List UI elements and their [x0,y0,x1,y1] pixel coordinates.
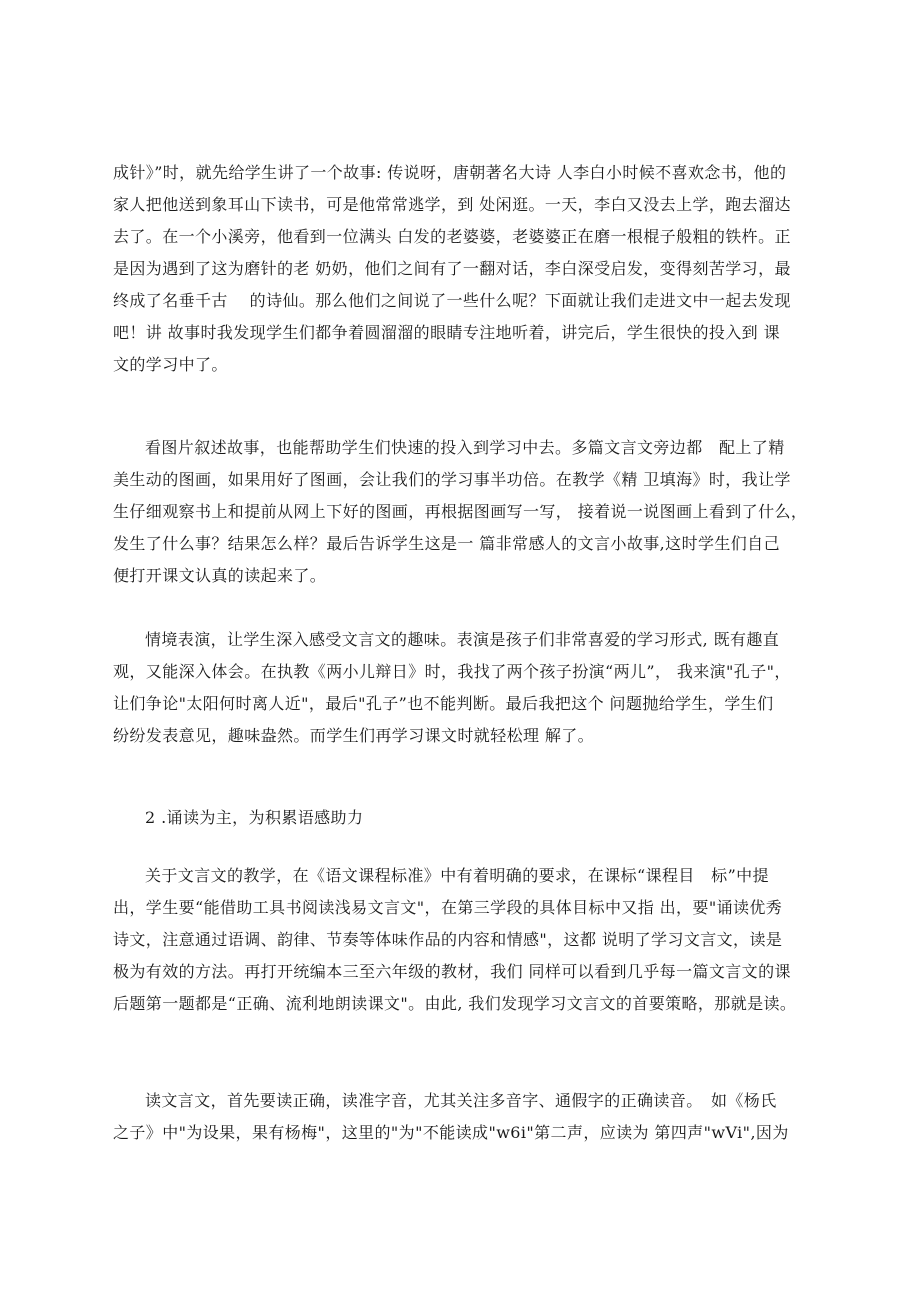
text-line: 之子》中"为设果，果有杨梅"，这里的"为"不能读成"w6i"第二声，应读为 第四声"wVi",因为 [113,1123,789,1142]
paragraph-pictures [113,432,818,592]
section-heading: 2 .诵读为主，为积累语感助力 [145,808,364,827]
paragraph-performance [113,624,818,752]
text-line: 关于文言文的教学，在《语文课程标准》中有着明确的要求，在课标“课程目 标”中提 [145,866,769,885]
text-line: 看图片叙述故事，也能帮助学生们快速的投入到学习中去。多篇文言文旁边都 配上了精 [145,438,785,457]
paragraph-story [113,157,818,381]
text-line: 是因为遇到了这为磨针的老 奶奶，他们之间有了一翻对话，李白深受启发，变得刻苦学习，最 [113,259,791,278]
text-line: 美生动的图画，如果用好了图画，会让我们的学习事半功倍。在教学《精 卫填海》时，我让学 [113,470,791,489]
text-line: 纷纷发表意见，趣味盎然。而学生们再学习课文时就轻松理 解了。 [113,726,595,745]
text-line: 观，又能深入体会。在执教《两小儿辩日》时，我找了两个孩子扮演“两儿”， 我来演"孔子"， [113,662,791,681]
text-line: 后题第一题都是“正确、流利地朗读课文"。由此, 我们发现学习文言文的首要策略，那就是读。 [113,994,797,1013]
text-line: 生仔细观察书上和提前从网上下好的图画，再根据图画写一写， 接着说一说图画上看到了什么， [113,502,808,521]
text-line: 家人把他送到象耳山下读书，可是他常常逃学，到 处闲逛。一天，李白又没去上学，跑去溜达 [113,195,791,214]
text-line: 极为有效的方法。再打开统编本三至六年级的教材，我们 同样可以看到几乎每一篇文言文的课 [113,962,791,981]
text-line: 便打开课文认真的读起来了。 [113,566,327,585]
text-line: 吧！讲 故事时我发现学生们都争着圆溜溜的眼睛专注地听着，讲完后，学生很快的投入到 课 [113,323,780,342]
text-line: 成针》”时，就先给学生讲了一个故事: 传说呀，唐朝著名大诗 人李白小时候不喜欢念书，他的 [113,163,787,182]
text-line: 让们争论"太阳何时离人近"，最后"孔子”也不能判断。最后我把这个 问题抛给学生，学生们 [113,694,774,713]
paragraph-curriculum [113,860,818,1020]
text-line: 文的学习中了。 [113,355,228,374]
text-line: 去了。在一个小溪旁，他看到一位满头 白发的老婆婆，老婆婆正在磨一根棍子般粗的铁杵。正 [113,227,791,246]
paragraph-reading [113,1085,818,1149]
text-line: 诗文，注意通过语调、韵律、节奏等体味作品的内容和情感"，这都 说明了学习文言文，读是 [113,930,783,949]
text-line: 读文言文，首先要读正确，读准字音，尤其关注多音字、通假字的正确读音。 如《杨氏 [145,1091,777,1110]
text-line: 出，学生要“能借助工具书阅读浅易文言文"，在第三学段的具体目标中又指 出，要"诵读优秀 [113,898,783,917]
text-line: 情境表演，让学生深入感受文言文的趣味。表演是孩子们非常喜爱的学习形式, 既有趣直 [145,630,780,649]
text-line: 发生了什么事？结果怎么样？最后告诉学生这是一 篇非常感人的文言小故事,这时学生们自己 [113,534,780,553]
text-line: 终成了名垂千古 的诗仙。那么他们之间说了一些什么呢？下面就让我们走进文中一起去发现 [113,291,791,310]
